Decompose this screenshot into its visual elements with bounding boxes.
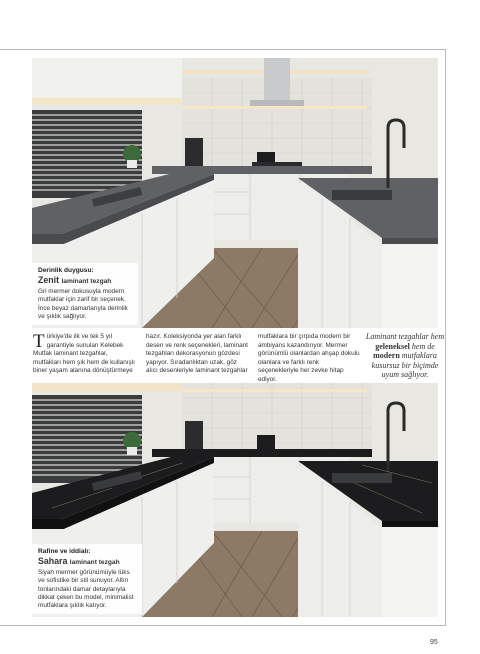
pull-quote-part2: hem de [409,341,435,351]
caption-title [38,556,136,568]
caption-box-top [32,263,138,325]
caption-body: Siyah mermer görünümüyle lüks ve sofistike bir stil sunuyor. Altın tonlarındaki damar detaylarıyla dikkat çeken bu model, minimalist mutfaklara şıklık katıyor. [38,569,134,610]
drop-cap: T [33,331,45,352]
pull-quote-bold1: geleneksel [375,341,410,351]
pull-quote [365,332,445,380]
article-column-1 [33,333,137,376]
article-column-2 [146,333,250,376]
caption-body: Gri mermer dokusuyla modern mutfaklar için zarif bir seçenek. İnce beyaz damarlarıyla derinlik ve şıklık sağlıyor. [38,288,128,320]
caption-kicker: Derinlik duygusu: [38,267,94,274]
article-col3-text: mutfaklara bir çırpıda modern bir ambiyans kazandırıyor. Mermer görünümlü olanlardan ahşap dokulu olanlara ve farklı renk seçenekleriyle her zevke hitap ediyor. [258,333,360,383]
caption-kicker: Rafine ve iddialı: [38,548,91,555]
article-col1-text: ürkiye'de ilk ve tek 5 yıl garantiyle sunulan Kelebek Mutfak laminant tezgahlar, mutfakları hem şık hem de kullanışlı biner yaşam alanına dönüştürmeye [33,333,135,375]
article-column-3 [258,333,360,385]
bottom-rule [0,625,446,626]
caption-title-sub: laminant tezgah [61,278,112,286]
right-rule [445,49,446,625]
page-number: 95 [430,639,438,646]
caption-title-main: Sahara [38,556,68,567]
pull-quote-part1: Laminant tezgahlar hem [365,332,445,341]
article-col2-text: hazır. Koleksiyonda yer alan farklı desen ve renk seçenekleri, laminant tezgahları dekorasyonun gözdesi yapıyor. Sıradanlıktan uzak, göz alıcı desenleriyle laminant tezgahlar [146,333,248,375]
pull-quote-part3: mutfaklara kusursuz bir biçimde uyum sağlıyor. [371,351,439,380]
caption-box-bottom [32,544,142,614]
caption-title [38,275,132,287]
caption-title-sub: laminant tezgah [69,559,120,567]
caption-title-main: Zenit [38,275,60,286]
top-rule [0,49,446,50]
pull-quote-bold2: modern [373,351,400,361]
